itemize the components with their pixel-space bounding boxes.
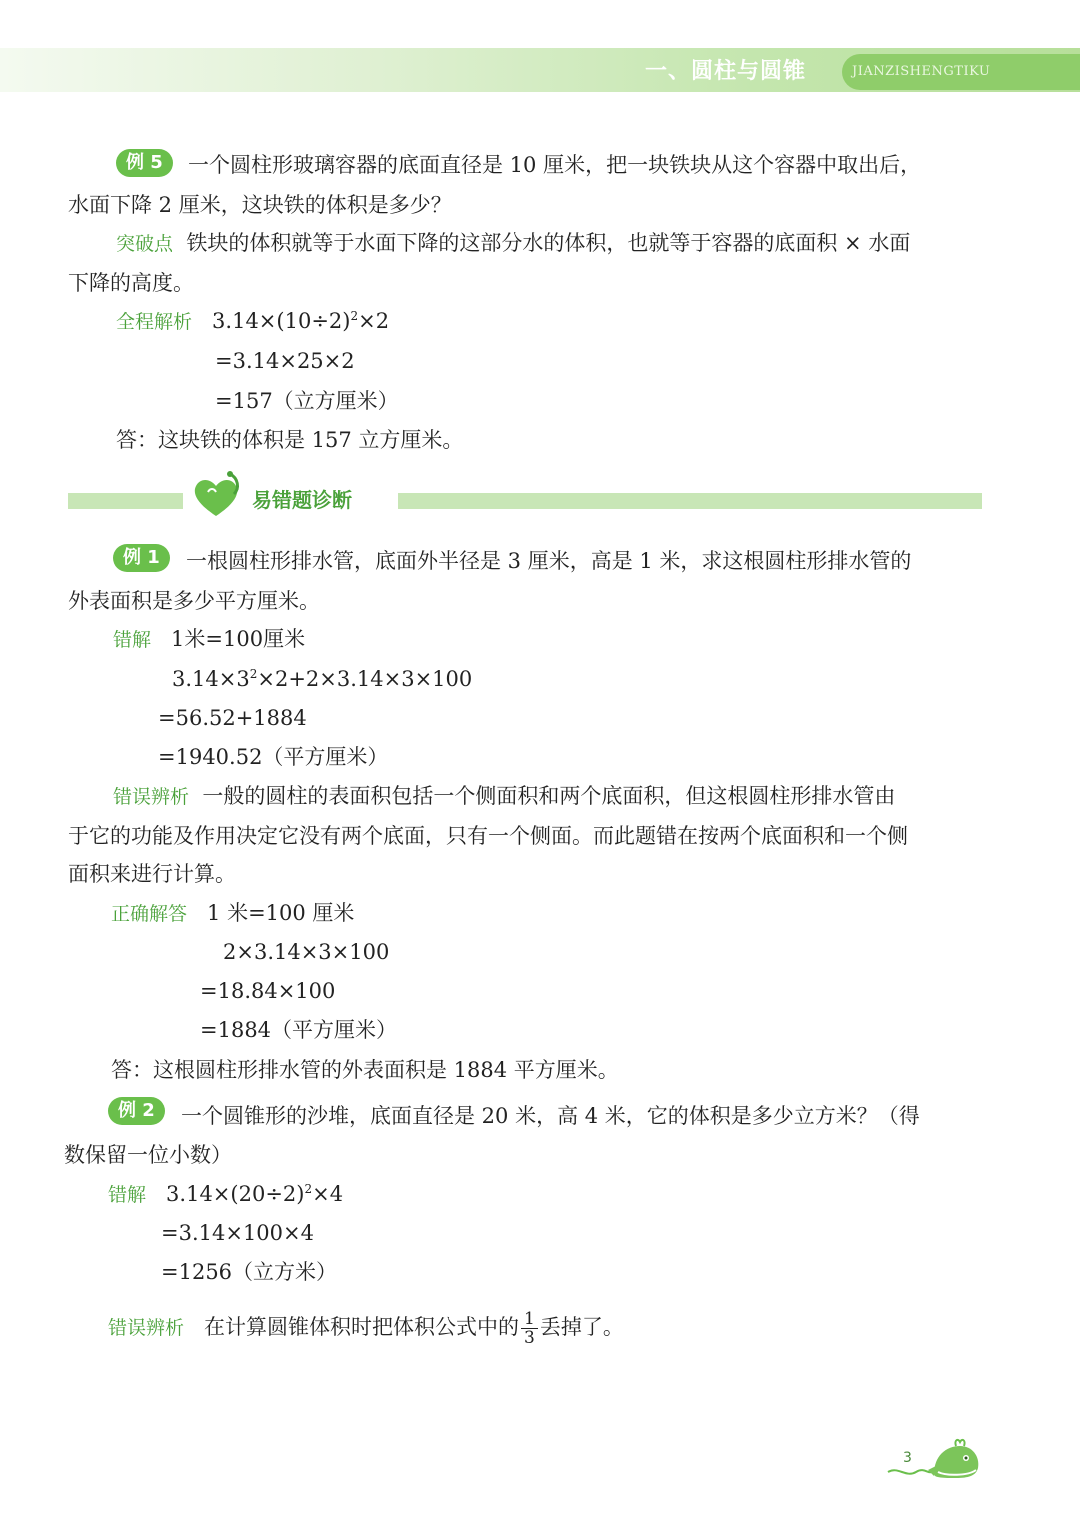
formula: ×2 — [358, 309, 390, 333]
example-badge: 例 1 — [113, 544, 170, 572]
formula-line: =18.84×100 — [200, 979, 336, 1003]
formula-line — [172, 664, 472, 694]
formula-line: =56.52+1884 — [158, 706, 307, 730]
formula-line: =1884（平方厘米） — [200, 1018, 398, 1042]
formula-line: =1256（立方米） — [161, 1260, 338, 1284]
wrong-solution-label: 错解 — [113, 629, 152, 651]
header-section-title: 一、圆柱与圆锥 — [645, 59, 807, 84]
answer-line: 答：这根圆柱形排水管的外表面积是 1884 平方厘米。 — [111, 1058, 619, 1082]
formula: 1米=100厘米 — [171, 627, 306, 651]
formula: 3.14×(20÷2) — [166, 1182, 305, 1206]
example-badge: 例 5 — [116, 149, 173, 177]
exponent: 2 — [350, 309, 359, 323]
question-line: 一个圆锥形的沙堆，底面直径是 20 米，高 4 米，它的体积是多少立方米？（得 — [181, 1104, 920, 1128]
key-point-text: 铁块的体积就等于水面下降的这部分水的体积，也就等于容器的底面积 × 水面 — [186, 231, 911, 255]
analysis-text: 丢掉了。 — [539, 1315, 624, 1339]
solution-line — [116, 306, 389, 337]
section-bar-right — [398, 493, 982, 509]
key-point-label: 突破点 — [116, 233, 174, 255]
section-title: 易错题诊断 — [252, 488, 352, 512]
answer-line: 答：这块铁的体积是 157 立方厘米。 — [116, 428, 464, 452]
exponent: 2 — [304, 1182, 313, 1196]
question-line: 水面下降 2 厘米，这块铁的体积是多少？ — [68, 193, 452, 217]
formula: ×2+2×3.14×3×100 — [257, 667, 473, 691]
solution-label: 全程解析 — [116, 311, 193, 333]
formula: 3.14×3 — [172, 667, 250, 691]
analysis-text: 一般的圆柱的表面积包括一个侧面积和两个底面积，但这根圆柱形排水管由 — [202, 784, 896, 808]
question-line: 外表面积是多少平方厘米。 — [68, 589, 320, 613]
fraction-one-third — [521, 1310, 538, 1347]
page-number: 3 — [903, 1450, 912, 1466]
heart-stethoscope-icon — [188, 468, 244, 524]
question-line: 数保留一位小数） — [64, 1143, 232, 1167]
correct-solution-line — [111, 898, 354, 929]
formula-line: =1940.52（平方厘米） — [158, 745, 389, 769]
question-line: 一根圆柱形排水管，底面外半径是 3 厘米，高是 1 米，求这根圆柱形排水管的 — [186, 549, 912, 573]
analysis-line: 面积来进行计算。 — [68, 862, 236, 886]
correct-solution-label: 正确解答 — [111, 903, 188, 925]
analysis-line — [108, 1307, 624, 1348]
question-line: 一个圆柱形玻璃容器的底面直径是 10 厘米，把一块铁块从这个容器中取出后， — [188, 153, 922, 177]
analysis-label: 错误辨析 — [113, 786, 190, 808]
key-point-line: 下降的高度。 — [68, 271, 194, 295]
key-point-line — [116, 228, 910, 259]
formula: ×4 — [312, 1182, 344, 1206]
analysis-line — [113, 781, 895, 812]
formula: 1 米=100 厘米 — [207, 901, 355, 925]
section-bar-left — [68, 493, 183, 509]
wrong-solution-line — [108, 1179, 343, 1210]
formula-line: =157（立方厘米） — [215, 389, 399, 413]
analysis-label: 错误辨析 — [108, 1317, 185, 1339]
formula: 3.14×(10÷2) — [212, 309, 351, 333]
header-tab-text: JIANZISHENGTIKU — [852, 64, 991, 79]
analysis-text: 在计算圆锥体积时把体积公式中的 — [204, 1315, 520, 1339]
example-badge: 例 2 — [108, 1097, 165, 1125]
analysis-line: 于它的功能及作用决定它没有两个底面，只有一个侧面。而此题错在按两个底面积和一个侧 — [68, 824, 908, 848]
formula-line: =3.14×100×4 — [161, 1221, 314, 1245]
formula-line: =3.14×25×2 — [215, 349, 355, 373]
whale-mascot-icon — [884, 1436, 984, 1486]
wrong-solution-line — [113, 624, 305, 655]
exponent: 2 — [249, 667, 258, 681]
wrong-solution-label: 错解 — [108, 1184, 147, 1206]
formula-line: 2×3.14×3×100 — [223, 940, 390, 964]
fraction-denominator: 3 — [524, 1328, 535, 1348]
fraction-numerator: 1 — [521, 1310, 538, 1329]
